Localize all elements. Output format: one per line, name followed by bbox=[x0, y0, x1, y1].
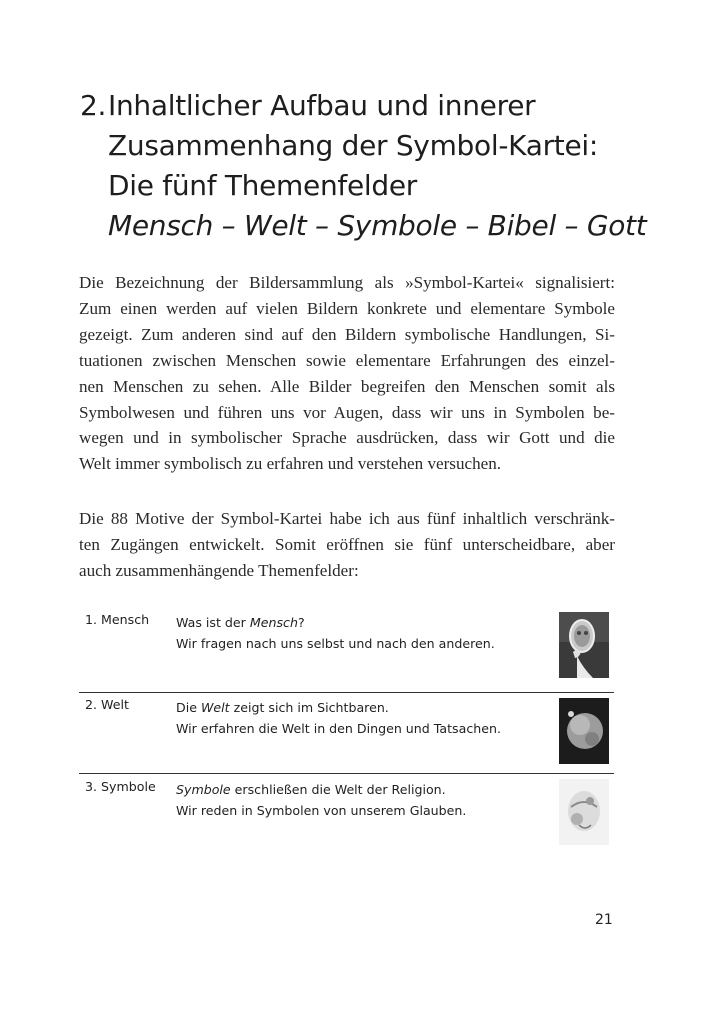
paragraph-line: wegen und in symbolischer Sprache ausdrücken, dass wir Gott und die bbox=[79, 428, 615, 448]
heading-line-2: Zusammenhang der Symbol-Kartei: bbox=[108, 129, 598, 162]
theme-description: Die Welt zeigt sich im Sichtbaren. Wir erfahren die Welt in den Dingen und Tatsachen. bbox=[176, 700, 501, 736]
theme-description: Symbole erschließen die Welt der Religion. Wir reden in Symbolen von unserem Glauben. bbox=[176, 782, 467, 818]
divider bbox=[79, 692, 614, 693]
heading-line-3: Die fünf Themenfelder bbox=[108, 169, 417, 202]
motives-paragraph bbox=[79, 506, 615, 584]
paragraph-line: Die 88 Motive der Symbol-Kartei habe ich aus fünf inhaltlich verschränk- bbox=[79, 509, 615, 528]
paragraph-line: auch zusammenhängende Themenfelder: bbox=[79, 560, 359, 580]
page-number: 21 bbox=[595, 912, 613, 928]
theme-description: Was ist der Mensch? Wir fragen nach uns selbst und nach den anderen. bbox=[176, 615, 495, 651]
heading-subtitle: Mensch – Welt – Symbole – Bibel – Gott bbox=[108, 209, 647, 242]
paragraph-line: ten Zugängen entwickelt. Somit eröffnen sie fünf unterscheidbare, aber bbox=[79, 534, 615, 554]
person-mirror-image bbox=[559, 612, 609, 678]
paragraph-line: tuationen zwischen Menschen sowie elementare Erfahrungen des einzel- bbox=[79, 350, 615, 370]
divider bbox=[79, 773, 614, 774]
heading-line-1: Inhaltlicher Aufbau und innerer bbox=[108, 89, 536, 122]
paragraph-line: Die Bezeichnung der Bildersammlung als »Symbol-Kartei« signalisiert: bbox=[79, 273, 615, 292]
theme-row-welt bbox=[79, 697, 614, 769]
paragraph-line: Welt immer symbolisch zu erfahren und verstehen versuchen. bbox=[79, 454, 502, 474]
symbol-sketch-image bbox=[559, 779, 609, 845]
section-heading bbox=[80, 86, 680, 246]
theme-label: 1. Mensch bbox=[85, 612, 150, 627]
theme-row-mensch bbox=[79, 612, 614, 690]
paragraph-line: gezeigt. Zum anderen sind auf den Bildern symbolische Handlungen, Si- bbox=[79, 324, 615, 344]
paragraph-line: nen Menschen zu sehen. Alle Bilder begreifen den Menschen somit als bbox=[79, 376, 615, 396]
paragraph-line: Symbolwesen und führen uns vor Augen, dass wir uns in Symbolen be- bbox=[79, 402, 615, 422]
paragraph-line: Zum einen werden auf vielen Bildern konkrete und elementare Symbole bbox=[79, 298, 615, 318]
planet-image bbox=[559, 698, 609, 764]
theme-row-symbole bbox=[79, 779, 614, 851]
theme-label: 2. Welt bbox=[85, 697, 129, 712]
heading-number: 2. bbox=[80, 89, 107, 122]
intro-paragraph bbox=[79, 270, 615, 477]
theme-label: 3. Symbole bbox=[85, 779, 156, 794]
